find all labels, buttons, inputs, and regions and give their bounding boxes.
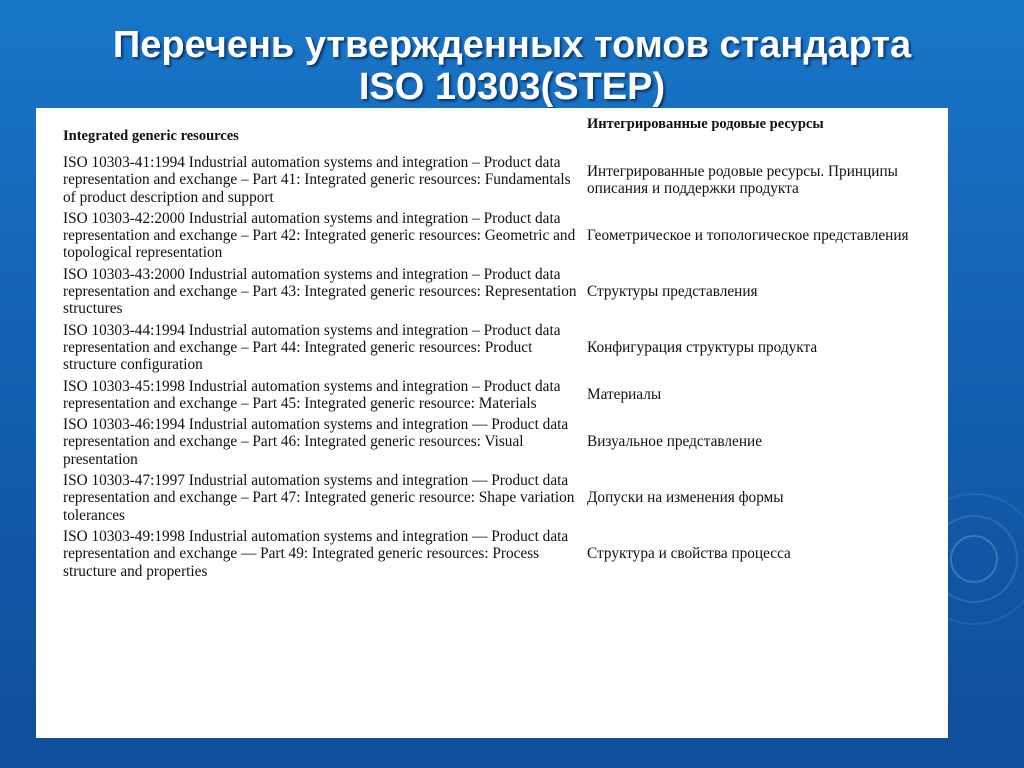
row-en: ISO 10303-47:1997 Industrial automation systems and integration –– Product data representation and exchange – Part 47: Integrated generic resource: Shape variation tolerances [63, 472, 575, 524]
table-row [63, 208, 913, 264]
row-en: ISO 10303-46:1994 Industrial automation systems and integration –– Product data representation and exchange – Part 46: Integrated generic resources: Visual presentation [63, 416, 569, 468]
row-ru: Материалы [587, 386, 662, 404]
slide-title [0, 24, 1024, 108]
row-ru: Визуальное представление [587, 433, 762, 451]
slide-title-line1: Перечень утвержденных томов стандарта [112, 24, 912, 66]
table-row [63, 414, 913, 470]
table-row [63, 470, 913, 526]
row-en: ISO 10303-45:1998 Industrial automation systems and integration – Product data representation and exchange – Part 45: Integrated generic resource: Materials [63, 377, 561, 412]
row-en: ISO 10303-42:2000 Industrial automation systems and integration – Product data representation and exchange – Part 42: Integrated generic resources: Geometric and topological representation [63, 209, 576, 262]
row-en: ISO 10303-49:1998 Industrial automation systems and integration –– Product data representation and exchange –– Part 49: Integrated generic resources: Process structure and properties [63, 527, 569, 580]
row-ru: Интегрированные родовые ресурсы. Принципы описания и поддержки продукта [587, 162, 898, 197]
table-row [63, 526, 913, 582]
row-ru: Конфигурация структуры продукта [587, 338, 818, 356]
row-ru: Структуры представления [587, 283, 758, 301]
volumes-table [63, 116, 913, 582]
row-en: ISO 10303-44:1994 Industrial automation systems and integration – Product data representation and exchange – Part 44: Integrated generic resources: Product structure configuration [63, 321, 561, 374]
row-en: ISO 10303-43:2000 Industrial automation systems and integration – Product data representation and exchange – Part 43: Integrated generic resources: Representation structures [63, 265, 577, 318]
table-row [63, 320, 913, 376]
row-ru: Структура и свойства процесса [587, 545, 791, 563]
header-ru: Интегрированные родовые ресурсы [587, 116, 824, 132]
table-row [63, 376, 913, 415]
table-row [63, 264, 913, 320]
header-en: Integrated generic resources [63, 128, 239, 144]
row-ru: Допуски на изменения формы [587, 489, 784, 507]
table-header-row [63, 116, 913, 152]
content-panel [36, 108, 948, 738]
table-row [63, 152, 913, 208]
slide-title-line2: ISO 10303(STEP) [358, 66, 666, 108]
row-en: ISO 10303-41:1994 Industrial automation systems and integration – Product data representation and exchange – Part 41: Integrated generic resources: Fundamentals of product description and support [63, 154, 571, 206]
row-ru: Геометрическое и топологическое представления [587, 227, 909, 245]
